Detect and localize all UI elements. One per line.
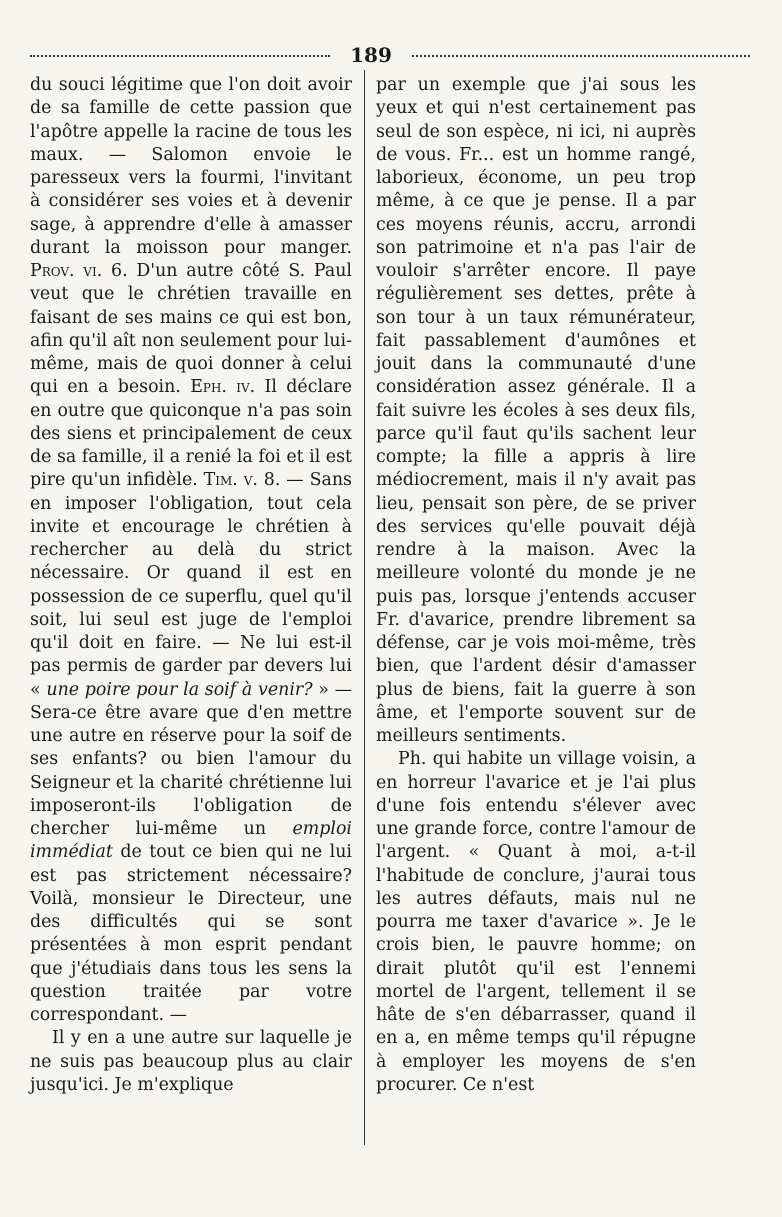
bible-reference: Prov. vi. — [30, 261, 103, 281]
text-segment: Il déclare en outre que quiconque n'a pas soin des siens et principalement de ceux de sa famille, il a renié la foi et il est pire qu'un infidèle. — [30, 377, 353, 491]
column-divider — [364, 70, 365, 1145]
right-paragraph-2: Ph. qui habite un village voisin, a en horreur l'avarice et je l'ai plus d'une fois entendu s'élever avec une grande force, contre l'amour de l'argent. « Quant à moi, a-t-il l'habitude de conclure, j'aurai tous les autres défauts, mais nul ne pourra me taxer d'avarice ». Je le crois bien, le pauvre homme; on dirait plutôt qu'il est l'ennemi mortel de l'argent, tellement il se hâte de s'en débarrasser, quand il en a, en même temps qu'il répugne à employer les moyens de s'en procurer. Ce n'est — [376, 749, 696, 1095]
text-segment: » — Sera-ce être avare que d'en mettre une autre en réserve pour la soif de ses enfants? ou bien l'amour du Seigneur et la charité chrétienne lui imposeront-ils l'obligation de chercher lui-même un — [30, 679, 352, 839]
italic-phrase: emploi immédiat — [30, 819, 352, 863]
header-rule-left — [30, 55, 330, 57]
text-segment: 6. D'un autre côté S. Paul veut que le chrétien travaille en faisant de ses mains ce qui est bon, afin qu'il aît non seulement pour lui-même, mais de quoi donner à celui qui en a besoin. — [30, 261, 352, 398]
page-number: 189 — [350, 43, 392, 67]
bible-reference: Eph. iv. — [190, 377, 256, 398]
left-paragraph-1 — [30, 74, 352, 1027]
italic-phrase: une poire pour la soif à venir? — [46, 679, 313, 700]
left-paragraph-2: Il y en a une autre sur laquelle je ne suis pas beaucoup plus au clair jusqu'ici. Je m'explique — [30, 1028, 352, 1095]
left-column — [30, 74, 352, 1097]
page-header — [30, 42, 750, 68]
text-segment: du souci légitime que l'on doit avoir de sa famille de cette passion que l'apôtre appelle la racine de tous les maux. — Salomon envoie le paresseux vers la fourmi, l'invitant à considérer ses voies et à devenir sage, à apprendre d'elle à amasser durant la moisson pour manger. — [30, 75, 352, 258]
text-segment: 8. — Sans en imposer l'obligation, tout cela invite et encourage le chrétien à rechercher au delà du strict nécessaire. Or quand il est en possession de ce superflu, quel qu'il soit, lui seul est juge de l'emploi qu'il doit en faire. — Ne lui est-il pas permis de garder par devers lui « — [30, 470, 352, 700]
text-segment: de tout ce bien qui ne lui est pas strictement nécessaire? Voilà, monsieur le Directeur, une des difficultés qui se sont présentées à mon esprit pendant que j'étudiais dans tous les sens la question traitée par votre correspondant. — — [30, 842, 352, 1025]
bible-reference: Tim. v. — [203, 470, 258, 491]
header-rule-right — [412, 55, 750, 57]
right-paragraph-1: par un exemple que j'ai sous les yeux et qui n'est certainement pas seul de son espèce, ni ici, ni auprès de vous. Fr... est un homme rangé, laborieux, économe, un peu trop même, à ce que je pense. Il a par ces moyens réunis, accru, arrondi son patrimoine et n'a pas l'air de vouloir s'arrêter encore. Il paye régulièrement ses dettes, prête à son tour à un taux rémunérateur, fait passablement d'aumônes et jouit dans la communauté d'une considération assez générale. Il a fait suivre les écoles à ses deux fils, parce qu'il faut qu'ils sachent leur compte; la fille a appris à lire médiocrement, mais il n'y avait pas lieu, pensait son père, de se priver des services qu'elle pouvait déjà rendre à la maison. Avec la meilleure volonté du monde je ne puis pas, lorsque j'entends accuser Fr. d'avarice, prendre librement sa défense, car je vois moi-même, très bien, que l'ardent désir d'amasser plus de biens, fait la guerre à son âme, et l'emporte souvent sur de meilleurs sentiments. — [376, 75, 696, 746]
right-column — [376, 74, 696, 1097]
